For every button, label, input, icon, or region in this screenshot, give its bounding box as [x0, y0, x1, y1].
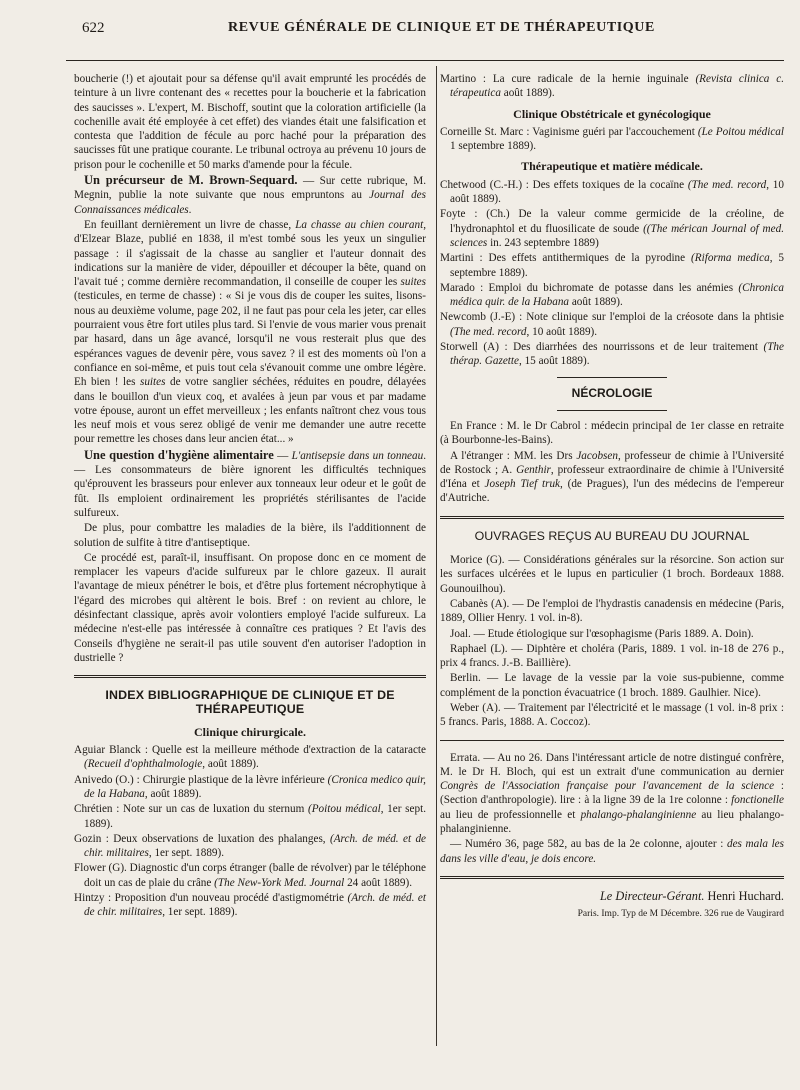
- index-entry: Chrétien : Note sur un cas de luxation du sternum (Poitou médical, 1er sept. 1889).: [74, 803, 426, 830]
- errata-addendum: — Numéro 36, page 582, au bas de la 2e colonne, ajouter : des mala les dans les ville d'eau, je dois encore.: [440, 838, 784, 865]
- signature: Le Directeur-Gérant. Henri Huchard.: [599, 888, 784, 903]
- section-divider: [440, 516, 784, 519]
- list-item: Weber (A). — Traitement par l'électricité et le massage (1 vol. in-8 prix : 5 francs. Paris, 1888. A. Coccoz).: [440, 701, 784, 729]
- paragraph-sulfite: De plus, pour combattre les maladies de la bière, ils l'additionnent de solution de sulfite à titre d'antiseptique.: [74, 522, 426, 549]
- index-entry: Martino : La cure radicale de la hernie inguinale (Revista clinica c. térapeutica août 1889).: [440, 73, 784, 100]
- index-entry: Flower (G). Diagnostic d'un corps étranger (balle de révolver) par le téléphone doit un cas de plaie du crâne (The New-York Med. Journal 24 août 1889).: [74, 862, 426, 889]
- list-item: Joal. — Etude étiologique sur l'œsophagisme (Paris 1889. A. Doin).: [450, 627, 754, 640]
- index-entry: Anivedo (O.) : Chirurgie plastique de la lèvre inférieure (Cronica medico quir, de la Habana, août 1889).: [74, 773, 426, 800]
- index-heading: INDEX BIBLIOGRAPHIQUE DE CLINIQUE ET DE THÉRAPEUTIQUE: [105, 688, 395, 717]
- list-item: Cabanès (A). — De l'emploi de l'hydrastis canadensis en médecine (Paris, 1889, Ollier Henry. 1 vol. in-8).: [440, 597, 784, 625]
- index-entry: Hintzy : Proposition d'un nouveau procédé d'astigmométrie (Arch. de méd. et de chir. militaires, 1er sept. 1889).: [74, 892, 426, 919]
- short-divider: [557, 377, 667, 378]
- index-entry: Marado : Emploi du bichromate de potasse dans les anémies (Chronica médica quir. de la Habana août 1889).: [440, 281, 784, 309]
- index-entries: [74, 743, 426, 920]
- header-rule: [66, 60, 784, 61]
- section-divider: [440, 740, 784, 741]
- errata-paragraph: Errata. — Au no 26. Dans l'intéressant article de notre distingué confrère, M. le Dr H. Bloch, qui est un extrait d'une communication au dernier Congrès de l'Association française pour l'avancement de la science : (Section d'anthropologie). lire : à la ligne 39 de la 1re colonne : fonctionelle au lieu de professionnelle et phalango-phalanginienne au lieu phalango-phalanginienne.: [440, 751, 785, 836]
- necrologie-heading: NÉCROLOGIE: [571, 385, 653, 400]
- left-column: [74, 72, 426, 921]
- index-entry: Storwell (A) : Des diarrhées des nourrissons et de leur traitement (The thérap. Gazette, 15 août 1889).: [440, 341, 784, 368]
- column-separator: [436, 66, 437, 1046]
- ouvrages-heading: OUVRAGES REÇUS AU BUREAU DU JOURNAL: [474, 528, 750, 543]
- right-column: [440, 72, 784, 922]
- subheading-obstetricale: Clinique Obstétricale et gynécologique: [513, 106, 711, 121]
- necrologie-etranger: A l'étranger : MM. les Drs Jacobsen, professeur de chimie à l'Université de Rostock ; A. Genthir, professeur extraordinaire de chimie à l'Université d'Iéna et Joseph Tief truk, (de Pragues), l'un des médecins de l'empereur d'Autriche.: [440, 449, 784, 505]
- section-divider: [74, 675, 426, 678]
- section-hygiene: Une question d'hygiène alimentaire — L'antisepsie dans un tonneau. — Les consommateurs de bière ignorent les difficultés techniques qu'éprouvent les brasseurs pour enlever aux tonneaux leur odeur et le goût de fût. Ils emploient ordinairement les propriétés stérilisantes de l'acide sulfureux.: [74, 447, 426, 519]
- index-entry: Martini : Des effets antithermiques de la pyrodine (Riforma medica, 5 septembre 1889).: [440, 252, 785, 279]
- paragraph-chasse: En feuillant dernièrement un livre de chasse, La chasse au chien courant, d'Elzear Blaze, publié en 1838, il m'est tombé sous les yeux un singulier passage : il s'agissait de la chasse au sanglier et l'auteur donnait des indications sur la manière de vider, dépouiller et découper la bête, quand on l'avait tué ; comme dernière recommandation, il conseille de couper les suites (testicules, en terme de chasse) : « Si je vous dis de couper les suites, lisons-nous au deuxième volume, page 202, il ne faut pas pour cela les jeter, car elles pourraient vous être fort utiles plus tard. Si l'envie de vous marier vous prenait par hasard, dans un âge avancé, lorsqu'il ne vous resterait plus que des espérances vagues de devenir père, vous savez ? il est des moments où l'on a confiance en soi-même, et puis tout cela s'évanouit comme une ombre légère. Eh bien ! les suites de votre sanglier séchées, réduites en poudre, délayées dans le bouillon d'un vieux coq, et avalées à jeun par vous et par madame votre épouse, auront un effet merveilleux ; les enfants naîtront chez vous tous les neuf mois et vous serez obligé de venir me demander une autre recette pour remettre les choses dans leur ancien état... »: [74, 218, 426, 446]
- paragraph-chlore: Ce procédé est, paraît-il, insuffisant. On propose donc en ce moment de remplacer les vapeurs d'acide sulfureux par le chlore gazeux. Il aurait l'avantage de mieux pénétrer le bois, et d'être plus fortement nécrophytique à l'égard des microbes qui altèrent le bois. Bref : on revient au chlore, le désinfectant classique, après avoir volontiers employé l'acide sulfureux. La médecine n'est-elle pas intéressée à connaître ces pratiques ? Et l'avis des Conseils d'hygiène ne serait-il pas utile souvent d'en autoriser l'adoption in dustrielle ?: [74, 551, 426, 664]
- index-entry: Corneille St. Marc : Vaginisme guéri par l'accouchement (Le Poitou médical 1 septembre 1889).: [440, 125, 784, 153]
- ouvrages-list: [440, 553, 784, 730]
- index-entry: Chetwood (C.-H.) : Des effets toxiques de la cocaïne (The med. record, 10 août 1889).: [440, 178, 784, 206]
- page-header: [68, 18, 782, 40]
- short-divider: [557, 410, 667, 411]
- section-title: Une question d'hygiène alimentaire: [84, 447, 274, 462]
- necrologie-france: En France : M. le Dr Cabrol : médecin principal de 1er classe en retraite (à Bourbonne-les-Bains).: [440, 419, 784, 447]
- list-item: Morice (G). — Considérations générales sur la résorcine. Son action sur les surfaces ulcérées et le lupus en particulier (1 broch. Bordeaux 1888. Gounouilhou).: [440, 554, 784, 595]
- list-item: Berlin. — Le lavage de la vessie par la voie sus-pubienne, comme complément de la ponction évacuatrice (1 broch. 1889. Gaulhier. Nice).: [440, 672, 784, 699]
- index-entry: Newcomb (J.-E) : Note clinique sur l'emploi de la créosote dans la phtisie (The med. record, 10 août 1889).: [440, 311, 785, 338]
- index-entry: Gozin : Deux observations de luxation des phalanges, (Arch. de méd. et de chir. militaires, 1er sept. 1889).: [74, 832, 427, 860]
- section-title: Un précurseur de M. Brown-Sequard.: [84, 173, 298, 188]
- page-number: 622: [82, 20, 105, 36]
- section-brown-sequard: Un précurseur de M. Brown-Sequard. — Sur cette rubrique, M. Megnin, publie la note suivante que nous empruntons au Journal des Connaissances médicales.: [74, 173, 426, 216]
- section-divider: [440, 876, 784, 879]
- list-item: Raphael (L). — Diphtère et choléra (Paris, 1889. 1 vol. in-18 de 276 p., prix 4 francs. J.-B. Baillière).: [440, 642, 784, 670]
- index-entry: Aguiar Blanck : Quelle est la meilleure méthode d'extraction de la cataracte (Recueil d'ophthalmologie, août 1889).: [74, 744, 426, 771]
- paragraph-boucherie: boucherie (!) et ajoutait pour sa défense qu'il avait emprunté les procédés de teinture à un livre contenant des « recettes pour la boucherie et la fabrication des saucisses ». L'expert, M. Bischoff, soutint que la coloration artificielle (la cochenille avait été employée à cet effet) des viandes était une falsification et contesta que l'addition de fécule au porc haché pour la préparation des saucisses fût une pratique courante. Le tribunal octroya au prévenu 10 jours de prison pour le cochenille et 50 marks d'amende pour la fécule.: [74, 73, 426, 171]
- subheading-clinique-chirurgicale: Clinique chirurgicale.: [194, 724, 306, 739]
- printer-imprint: Paris. Imp. Typ de M Décembre. 326 rue de Vaugirard: [577, 909, 784, 920]
- subheading-therapeutique: Thérapeutique et matière médicale.: [521, 159, 703, 174]
- journal-title: REVUE GÉNÉRALE DE CLINIQUE ET DE THÉRAPEUTIQUE: [228, 20, 655, 35]
- therapeutique-entries: [440, 178, 784, 369]
- index-entry: Foyte : (Ch.) De la valeur comme germicide de la créoline, de l'hydronaphtol et du fluosilicate de soude ((The mérican Journal of med. sciences in. 243 septembre 1889): [440, 208, 784, 249]
